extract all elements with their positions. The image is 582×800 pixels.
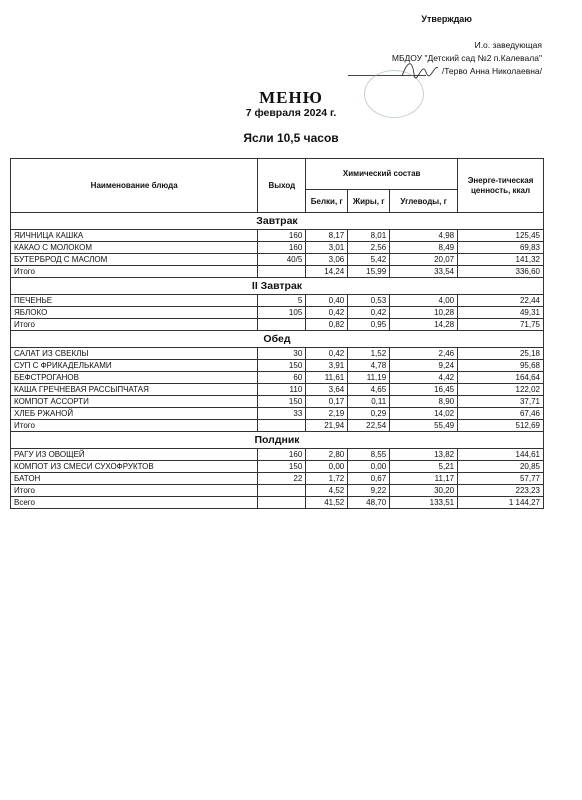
dish-yield: 160 [258,242,306,254]
dish-row [11,449,544,461]
subtotal-label: Итого [11,319,258,331]
dish-yield: 40/5 [258,254,306,266]
signatory-name: /Терво Анна Николаевна/ [441,66,542,76]
col-energy: Энерге-тическая ценность, ккал [458,159,544,213]
dish-fat: 8,01 [348,230,390,242]
dish-name: БАТОН [11,473,258,485]
subtotal-fat: 9,22 [348,485,390,497]
col-yield: Выход [258,159,306,213]
subtotal-fat: 15,99 [348,266,390,278]
menu-body [11,213,544,509]
dish-protein: 8,17 [306,230,348,242]
subtotal-label: Итого [11,420,258,432]
section-header [11,432,544,449]
dish-row [11,242,544,254]
section-title: Полдник [11,432,544,449]
dish-kcal: 69,83 [458,242,544,254]
dish-fat: 0,42 [348,307,390,319]
dish-yield: 110 [258,384,306,396]
grand-total-carbs: 133,51 [390,497,458,509]
subtotal-label: Итого [11,485,258,497]
dish-protein: 1,72 [306,473,348,485]
approver-position: И.о. заведующая [474,40,542,50]
dish-kcal: 37,71 [458,396,544,408]
dish-row [11,307,544,319]
dish-carbs: 2,46 [390,348,458,360]
dish-carbs: 16,45 [390,384,458,396]
section-title: II Завтрак [11,278,544,295]
dish-row [11,384,544,396]
subtotal-protein: 14,24 [306,266,348,278]
col-chem: Химический состав [306,159,458,190]
dish-kcal: 57,77 [458,473,544,485]
group-name: Ясли 10,5 часов [243,131,339,145]
dish-name: БЕФСТРОГАНОВ [11,372,258,384]
subtotal-row [11,319,544,331]
dish-row [11,461,544,473]
dish-yield: 60 [258,372,306,384]
subtotal-carbs: 55,49 [390,420,458,432]
col-dish: Наименование блюда [11,159,258,213]
section-title: Обед [11,331,544,348]
dish-carbs: 13,82 [390,449,458,461]
dish-protein: 0,17 [306,396,348,408]
dish-carbs: 9,24 [390,360,458,372]
subtotal-carbs: 33,54 [390,266,458,278]
dish-fat: 4,78 [348,360,390,372]
dish-yield: 150 [258,461,306,473]
col-protein: Белки, г [306,190,348,213]
dish-protein: 0,40 [306,295,348,307]
dish-fat: 0,00 [348,461,390,473]
dish-fat: 0,29 [348,408,390,420]
dish-row [11,473,544,485]
dish-name: БУТЕРБРОД С МАСЛОМ [11,254,258,266]
page-title: МЕНЮ [259,88,323,107]
grand-total-label: Всего [11,497,258,509]
dish-row [11,360,544,372]
dish-name: ЯБЛОКО [11,307,258,319]
section-title: Завтрак [11,213,544,230]
dish-protein: 3,91 [306,360,348,372]
dish-row [11,372,544,384]
section-header [11,278,544,295]
dish-name: САЛАТ ИЗ СВЕКЛЫ [11,348,258,360]
dish-fat: 11,19 [348,372,390,384]
dish-yield: 160 [258,449,306,461]
subtotal-yield [258,319,306,331]
subtotal-kcal: 223,23 [458,485,544,497]
dish-name: СУП С ФРИКАДЕЛЬКАМИ [11,360,258,372]
subtotal-row [11,485,544,497]
dish-kcal: 144,61 [458,449,544,461]
dish-row [11,408,544,420]
dish-yield: 105 [258,307,306,319]
dish-protein: 0,42 [306,348,348,360]
dish-fat: 2,56 [348,242,390,254]
subtotal-fat: 0,95 [348,319,390,331]
dish-yield: 5 [258,295,306,307]
dish-kcal: 25,18 [458,348,544,360]
dish-row [11,295,544,307]
section-header [11,213,544,230]
dish-kcal: 141,32 [458,254,544,266]
subtotal-protein: 0,82 [306,319,348,331]
dish-kcal: 164,64 [458,372,544,384]
subtotal-yield [258,485,306,497]
subtotal-yield [258,420,306,432]
dish-name: КАША ГРЕЧНЕВАЯ РАССЫПЧАТАЯ [11,384,258,396]
subtotal-yield [258,266,306,278]
dish-kcal: 20,85 [458,461,544,473]
dish-protein: 2,19 [306,408,348,420]
dish-yield: 150 [258,360,306,372]
subtotal-fat: 22,54 [348,420,390,432]
dish-kcal: 22,44 [458,295,544,307]
dish-name: ПЕЧЕНЬЕ [11,295,258,307]
dish-carbs: 8,49 [390,242,458,254]
dish-carbs: 14,02 [390,408,458,420]
dish-name: КОМПОТ ИЗ СМЕСИ СУХОФРУКТОВ [11,461,258,473]
dish-protein: 3,64 [306,384,348,396]
dish-name: ХЛЕБ РЖАНОЙ [11,408,258,420]
grand-total-yield [258,497,306,509]
dish-name: КОМПОТ АССОРТИ [11,396,258,408]
organization-name: МБДОУ "Детский сад №2 п.Калевала" [391,53,542,63]
dish-name: РАГУ ИЗ ОВОЩЕЙ [11,449,258,461]
dish-kcal: 49,31 [458,307,544,319]
subtotal-row [11,266,544,278]
dish-carbs: 10,28 [390,307,458,319]
dish-fat: 0,67 [348,473,390,485]
dish-protein: 0,42 [306,307,348,319]
dish-carbs: 11,17 [390,473,458,485]
section-header [11,331,544,348]
subtotal-row [11,420,544,432]
dish-yield: 33 [258,408,306,420]
dish-protein: 11,61 [306,372,348,384]
subtotal-protein: 21,94 [306,420,348,432]
dish-fat: 8,55 [348,449,390,461]
dish-fat: 5,42 [348,254,390,266]
dish-row [11,254,544,266]
dish-fat: 1,52 [348,348,390,360]
dish-name: ЯИЧНИЦА КАШКА [11,230,258,242]
subtotal-kcal: 336,60 [458,266,544,278]
dish-fat: 0,11 [348,396,390,408]
dish-protein: 0,00 [306,461,348,473]
subtotal-protein: 4,52 [306,485,348,497]
menu-table [10,158,544,509]
approve-label: Утверждаю [421,14,472,24]
dish-fat: 4,65 [348,384,390,396]
dish-row [11,230,544,242]
dish-row [11,348,544,360]
dish-protein: 2,80 [306,449,348,461]
grand-total-row [11,497,544,509]
col-carbs: Углеводы, г [390,190,458,213]
subtotal-kcal: 512,69 [458,420,544,432]
grand-total-fat: 48,70 [348,497,390,509]
col-fat: Жиры, г [348,190,390,213]
dish-yield: 30 [258,348,306,360]
dish-fat: 0,53 [348,295,390,307]
dish-carbs: 4,98 [390,230,458,242]
grand-total-protein: 41,52 [306,497,348,509]
dish-protein: 3,01 [306,242,348,254]
subtotal-carbs: 30,20 [390,485,458,497]
dish-kcal: 125,45 [458,230,544,242]
dish-yield: 22 [258,473,306,485]
dish-carbs: 8,90 [390,396,458,408]
handwritten-signature [400,56,440,82]
dish-kcal: 95,68 [458,360,544,372]
dish-kcal: 67,46 [458,408,544,420]
dish-protein: 3,06 [306,254,348,266]
subtotal-carbs: 14,28 [390,319,458,331]
dish-row [11,396,544,408]
subtotal-label: Итого [11,266,258,278]
dish-yield: 160 [258,230,306,242]
dish-carbs: 5,21 [390,461,458,473]
dish-yield: 150 [258,396,306,408]
dish-carbs: 4,42 [390,372,458,384]
subtotal-kcal: 71,75 [458,319,544,331]
dish-kcal: 122,02 [458,384,544,396]
menu-date: 7 февраля 2024 г. [245,107,337,119]
dish-name: КАКАО С МОЛОКОМ [11,242,258,254]
grand-total-kcal: 1 144,27 [458,497,544,509]
dish-carbs: 20,07 [390,254,458,266]
dish-carbs: 4,00 [390,295,458,307]
